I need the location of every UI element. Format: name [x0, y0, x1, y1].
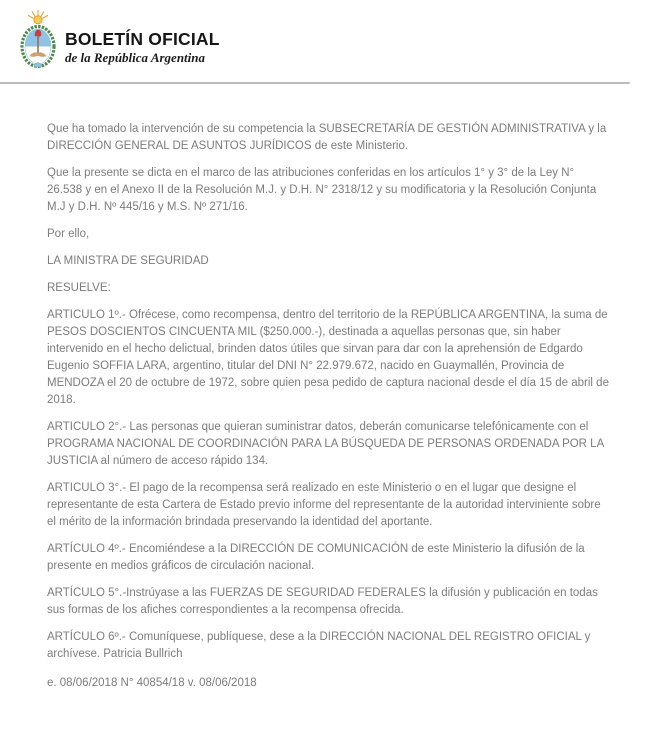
articulo-2: ARTICULO 2°.- Las personas que quieran suministrar datos, deberán comunicarse telefónicamente con el PROGRAMA NACIONAL DE COORDINACIÓN PARA LA BÚSQUEDA DE PERSONAS ORDENADA POR LA JUSTICIA al número de acceso rápido 134. — [47, 421, 604, 467]
brand-subtitle: de la República Argentina — [65, 50, 205, 66]
por-ello: Por ello, — [47, 228, 90, 240]
articulo-3: ARTICULO 3°.- El pago de la recompensa será realizado en este Ministerio o en el lugar que designe el representante de esta Cartera de Estado previo informe del representante de la autoridad interviniente sobre el mérito de la información brindada preservando la identidad del aportante. — [47, 482, 601, 528]
articulo-5: ARTÍCULO 5°.-Instrúyase a las FUERZAS DE SEGURIDAD FEDERALES la difusión y publicación en todas sus formas de los afiches correspondientes a la recompensa ofrecida. — [47, 587, 598, 616]
articulo-1: ARTICULO 1º.- Ofrécese, como recompensa, dentro del territorio de la REPÚBLICA ARGENTINA, la suma de PESOS DOSCIENTOS CINCUENTA MIL ($250.000.-), destinada a aquellas personas que, sin haber intervenido en el hecho delictual, brinden datos útiles que sirvan para dar con la aprehensión de Edgardo Eugenio SOFFIA LARA, argentino, titular del DNI N° 22.979.672, nacido en Guaymallén, Provincia de MENDOZA el 20 de octubre de 1972, sobre quien pesa pedido de captura nacional desde el día 15 de abril de 2018. — [47, 309, 609, 406]
resuelve-heading: RESUELVE: — [47, 282, 111, 294]
ministra-de-seguridad-heading: LA MINISTRA DE SEGURIDAD — [47, 255, 209, 267]
document-body — [0, 84, 648, 702]
brand — [65, 30, 220, 66]
recital-atribuciones: Que la presente se dicta en el marco de las atribuciones conferidas en los artículos 1° y 3° de la Ley N° 26.538 y en el Anexo II de la Resolución M.J. y D.H. N° 2318/12 y su modificatoria y la Resolución Conjunta M.J y D.H. Nº 445/16 y M.S. Nº 271/16. — [47, 167, 597, 213]
brand-title: BOLETÍN OFICIAL — [65, 29, 220, 49]
articulo-4: ARTÍCULO 4º.- Encomiéndese a la DIRECCIÓN DE COMUNICACIÓN de este Ministerio la difusión de la presente en medios gráficos de circulación nacional. — [47, 543, 585, 572]
argentina-coat-of-arms-icon — [14, 9, 62, 71]
publication-info: e. 08/06/2018 N° 40854/18 v. 08/06/2018 — [47, 677, 257, 689]
articulo-6: ARTÍCULO 6º.- Comuníquese, publíquese, dese a la DIRECCIÓN NACIONAL DEL REGISTRO OFICIAL y archívese. Patricia Bullrich — [47, 631, 591, 660]
masthead — [0, 0, 648, 82]
recital-intervencion: Que ha tomado la intervención de su competencia la SUBSECRETARÍA DE GESTIÓN ADMINISTRATIVA y la DIRECCIÓN GENERAL DE ASUNTOS JURÍDICOS de este Ministerio. — [47, 123, 607, 152]
